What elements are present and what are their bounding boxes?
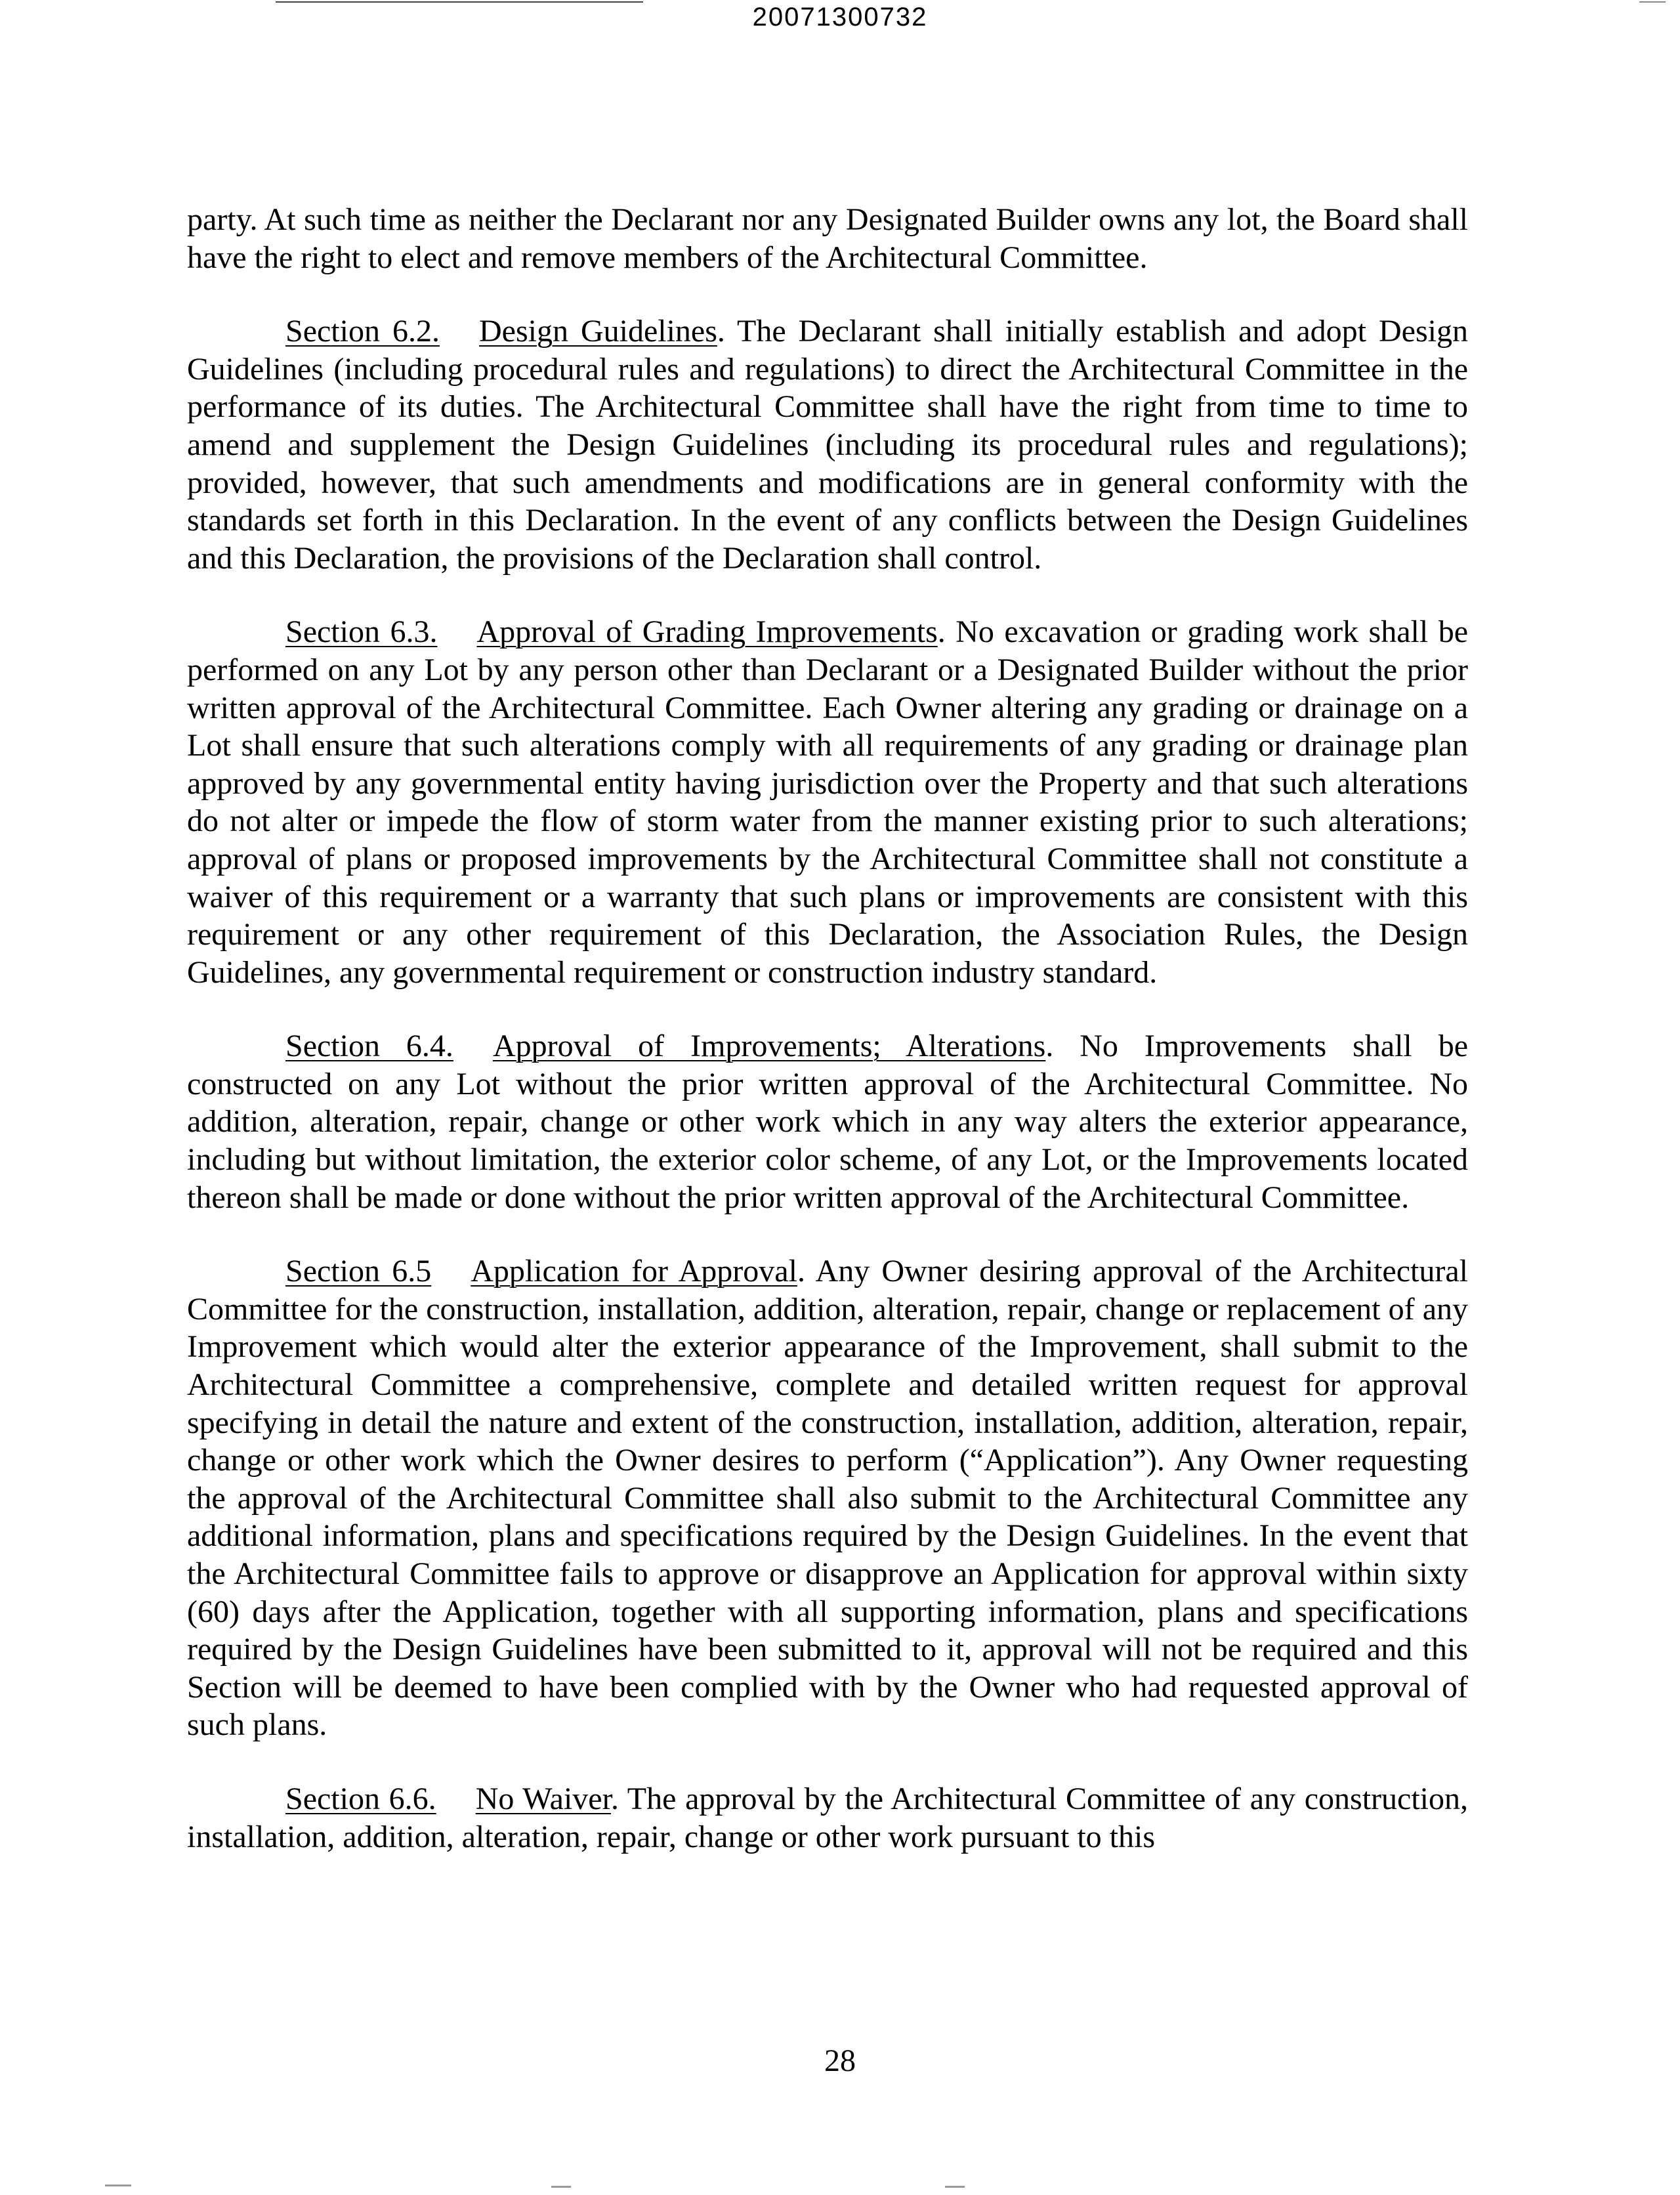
section-6-2-punct: . [717, 314, 725, 349]
section-6-4-paragraph [187, 1027, 1468, 1216]
scan-artifact-speck [105, 2184, 131, 2186]
section-6-4-label: Section 6.4. [285, 1029, 453, 1064]
section-6-3-title: Approval of Grading Improvements [476, 614, 938, 650]
section-6-5-title: Application for Approval [471, 1254, 797, 1289]
section-6-3-punct: . [937, 614, 946, 650]
section-6-2-label: Section 6.2. [285, 314, 440, 349]
scan-artifact-speck [551, 2186, 571, 2188]
section-6-3-paragraph [187, 613, 1468, 991]
page-number: 28 [824, 2043, 856, 2078]
section-6-6-paragraph [187, 1780, 1468, 1856]
paragraph-gap [187, 1744, 1468, 1780]
paragraph-gap [187, 1216, 1468, 1252]
paragraph-gap [187, 991, 1468, 1027]
section-6-4-title: Approval of Improvements; Alterations [492, 1029, 1046, 1064]
section-6-6-title: No Waiver [475, 1781, 611, 1816]
section-6-6-text: The approval by the Architectural Committee of any construction, installation, addition, alteration, repair, change or other work pursuant to this [187, 1781, 1469, 1854]
section-6-3-text: No excavation or grading work shall be performed on any Lot by any person other than Declarant or a Designated Builder without the prior written approval of the Architectural Committee. Each Owner altering any grading or drainage on a Lot shall ensure that such alterations comply with all requirements of any grading or drainage plan approved by any governmental entity having jurisdiction over the Property and that such alterations do not alter or impede the flow of storm water from the manner existing prior to such alterations; approval of plans or proposed improvements by the Architectural Committee shall not constitute a waiver of this requirement or a warranty that such plans or improvements are consistent with this requirement or any other requirement of this Declaration, the Association Rules, the Design Guidelines, any governmental requirement or construction industry standard. [187, 614, 1468, 990]
section-6-6-punct: . [610, 1781, 619, 1816]
section-6-6-label: Section 6.6. [285, 1781, 436, 1816]
section-6-2-paragraph [187, 312, 1468, 577]
document-body [187, 201, 1468, 1856]
continuation-paragraph: party. At such time as neither the Declarant nor any Designated Builder owns any lot, the Board shall have the right to elect and remove members of the Architectural Committee. [187, 202, 1468, 275]
section-6-5-punct: . [797, 1254, 805, 1289]
paragraph-gap [187, 276, 1468, 312]
scan-artifact-speck [945, 2186, 965, 2188]
section-6-5-paragraph [187, 1252, 1468, 1744]
section-6-4-text: No Improvements shall be constructed on any Lot without the prior written approval of the Architectural Committee. No addition, alteration, repair, change or other work which in any way alters the exterior appearance, including but without limitation, the exterior color scheme, of any Lot, or the Improvements located thereon shall be made or done without the prior written approval of the Architectural Committee. [187, 1029, 1469, 1215]
section-6-2-text: The Declarant shall initially establish and adopt Design Guidelines (including procedural rules and regulations) to direct the Architectural Committee in the performance of its duties. The Architectural Committee shall have the right from time to time to amend and supplement the Design Guidelines (including its procedural rules and regulations); provided, however, that such amendments and modifications are in general conformity with the standards set forth in this Declaration. In the event of any conflicts between the Design Guidelines and this Declaration, the provisions of the Declaration shall control. [187, 314, 1468, 576]
section-6-3-label: Section 6.3. [285, 614, 438, 650]
section-6-4-punct: . [1045, 1029, 1054, 1064]
section-6-5-label: Section 6.5 [285, 1254, 432, 1289]
paragraph-gap [187, 577, 1468, 613]
document-number: 20071300732 [752, 3, 928, 32]
section-6-5-text: Any Owner desiring approval of the Architectural Committee for the construction, installation, addition, alteration, repair, change or replacement of any Improvement which would alter the exterior appearance of the Improvement, shall submit to the Architectural Committee a comprehensive, complete and detailed written request for approval specifying in detail the nature and extent of the construction, installation, addition, alteration, repair, change or other work which the Owner desires to perform (“Application”). Any Owner requesting the approval of the Architectural Committee shall also submit to the Architectural Committee any additional information, plans and specifications required by the Design Guidelines. In the event that the Architectural Committee fails to approve or disapprove an Application for approval within sixty (60) days after the Application, together with all supporting information, plans and specifications required by the Design Guidelines have been submitted to it, approval will not be required and this Section will be deemed to have been complied with by the Owner who had requested approval of such plans. [187, 1254, 1468, 1743]
section-6-2-title: Design Guidelines [478, 314, 717, 349]
